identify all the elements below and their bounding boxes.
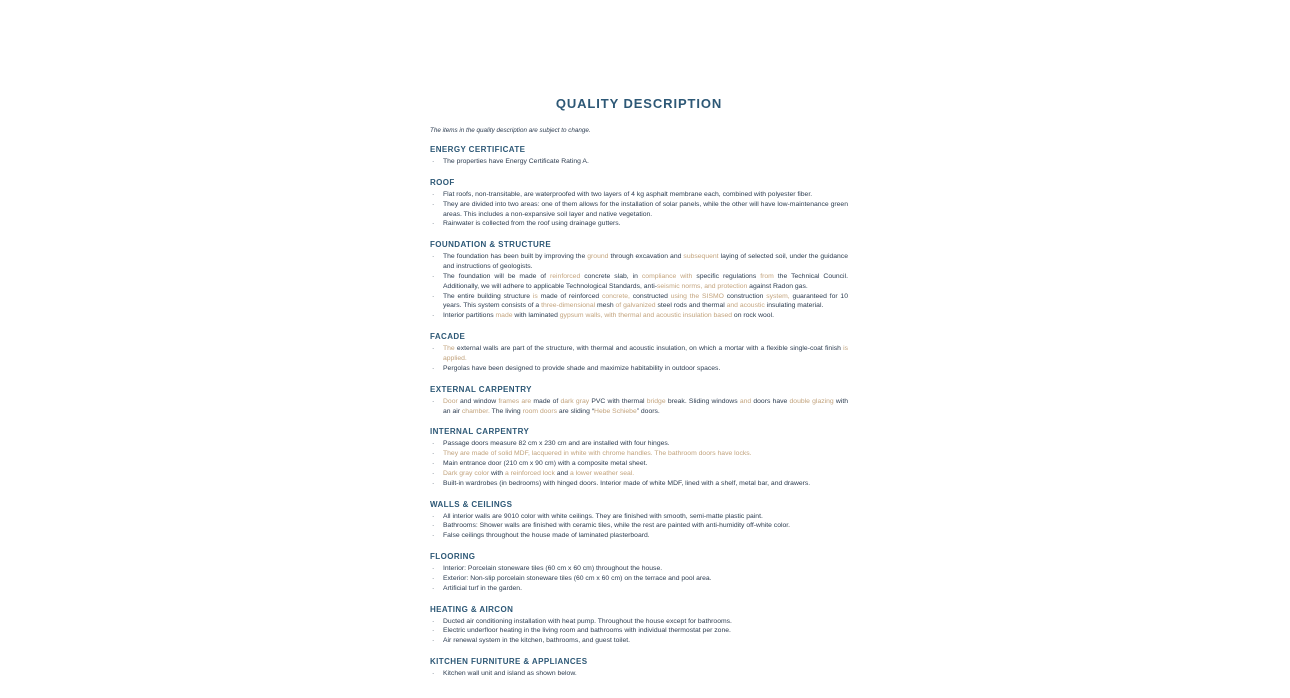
bullet-text: construction — [723, 292, 767, 300]
bullet-text: False ceilings throughout the house made of laminated plasterboard. — [443, 532, 650, 540]
changed-text: using the SISMO — [670, 292, 724, 300]
section — [430, 657, 848, 679]
bullet-item — [430, 626, 848, 636]
bullet-item — [430, 219, 848, 229]
bullet-text: Interior partitions — [443, 312, 496, 320]
changed-text: from — [760, 272, 774, 280]
section-heading: ROOF — [430, 177, 455, 187]
bullet-list — [430, 617, 848, 647]
changed-text: Hebe Schiebe — [594, 407, 637, 415]
changed-text: ground — [587, 253, 609, 261]
section-heading: EXTERNAL CARPENTRY — [430, 384, 532, 394]
sections-container — [430, 145, 848, 679]
bullet-item — [430, 439, 848, 449]
changed-text: The — [443, 345, 455, 353]
bullet-text: PVC with thermal — [589, 397, 647, 405]
section — [430, 500, 848, 542]
bullet-text: made of reinforced — [537, 292, 602, 300]
bullet-text: the Technical Council. Additionally, we will adhere to applicable Technological Standards, anti- — [443, 272, 848, 290]
bullet-text: with — [489, 469, 505, 477]
bullet-item — [430, 521, 848, 531]
bullet-list — [430, 669, 848, 679]
changed-text: three-dimensional — [541, 302, 596, 310]
bullet-text: Built-in wardrobes (in bedrooms) with hinged doors. Interior made of white MDF, lined with a shelf, metal bar, and drawers. — [443, 479, 811, 487]
bullet-text: Air renewal system in the kitchen, bathrooms, and guest toilet. — [443, 637, 631, 645]
bullet-item — [430, 574, 848, 584]
bullet-item — [430, 272, 848, 292]
changed-text: compliance with — [641, 272, 693, 280]
bullet-text: The living — [489, 407, 523, 415]
section-heading: KITCHEN FURNITURE & APPLIANCES — [430, 657, 588, 667]
bullet-text: All interior walls are 9010 color with white ceilings. They are finished with smooth, semi-matte plastic paint. — [443, 512, 763, 520]
bullet-text: The properties have Energy Certificate Rating A. — [443, 158, 589, 165]
bullet-item — [430, 364, 848, 374]
section — [430, 605, 848, 647]
bullet-text: Kitchen wall unit and island as shown below. — [443, 670, 577, 678]
section-heading: WALLS & CEILINGS — [430, 499, 513, 509]
bullet-list — [430, 512, 848, 542]
bullet-item — [430, 636, 848, 646]
changed-text: and acoustic — [726, 302, 765, 310]
bullet-item — [430, 190, 848, 200]
bullet-item — [430, 512, 848, 522]
bullet-text: Main entrance door (210 cm x 90 cm) with a composite metal sheet. — [443, 460, 648, 468]
bullet-list — [430, 439, 848, 488]
section — [430, 240, 848, 321]
bullet-text: concrete slab, in — [580, 272, 642, 280]
bullet-item — [430, 344, 848, 364]
bullet-item — [430, 669, 848, 679]
bullet-text: with an air — [443, 397, 848, 415]
bullet-text: ” doors. — [636, 407, 660, 415]
bullet-list — [430, 397, 848, 417]
bullet-text: The entire building structure — [443, 292, 533, 300]
bullet-text: made of — [531, 397, 561, 405]
bullet-text: and window — [457, 397, 499, 405]
bullet-text: Passage doors measure 82 cm x 230 cm and are installed with four hinges. — [443, 440, 670, 448]
document-title: QUALITY DESCRIPTION — [555, 96, 723, 111]
bullet-text: Artificial turf in the garden. — [443, 584, 522, 592]
bullet-item — [430, 397, 848, 417]
section — [430, 427, 848, 488]
changed-text: seismic norms, and protection — [656, 282, 748, 290]
changed-text: a reinforced lock — [504, 469, 555, 477]
changed-text: is — [532, 292, 538, 300]
bullet-list — [430, 252, 848, 321]
bullet-text: Rainwater is collected from the roof using drainage gutters. — [443, 220, 621, 228]
changed-text: room doors — [522, 407, 557, 415]
bullet-item — [430, 617, 848, 627]
bullet-text: laying of selected soil, under the guidance and instructions of geologists. — [443, 253, 848, 271]
section — [430, 552, 848, 594]
bullet-text: Interior: Porcelain stoneware tiles (60 cm x 60 cm) throughout the house. — [443, 565, 663, 573]
bullet-list — [430, 157, 848, 167]
changed-text: a lower weather seal. — [569, 469, 635, 477]
bullet-list — [430, 564, 848, 594]
bullet-item — [430, 157, 848, 167]
bullet-text: on rock wool. — [732, 312, 774, 320]
section-heading: ENERGY CERTIFICATE — [430, 145, 526, 154]
bullet-text: through excavation and — [608, 253, 684, 261]
bullet-item — [430, 449, 848, 459]
changed-text: system, — [766, 292, 790, 300]
bullet-text: steel rods and thermal — [655, 302, 727, 310]
changed-text: dark gray — [560, 397, 590, 405]
bullet-text: The foundation will be made of — [443, 272, 551, 280]
changed-text: Door — [443, 397, 458, 405]
section — [430, 332, 848, 374]
bullet-item — [430, 584, 848, 594]
bullet-item — [430, 564, 848, 574]
bullet-text: Pergolas have been designed to provide shade and maximize habitability in outdoor spaces. — [443, 364, 721, 372]
changed-text: gypsum walls, with thermal and acoustic insulation based — [559, 312, 733, 320]
bullet-text: They are divided into two areas: one of them allows for the installation of solar panels, while the other will have low-maintenance green areas. This includes a non-expansive soil layer and native vegetation. — [443, 200, 848, 218]
subject-to-change-note: The items in the quality description are subject to change. — [430, 127, 591, 134]
changed-text: of galvanized — [615, 302, 656, 310]
bullet-text: break. Sliding windows — [665, 397, 740, 405]
changed-text: subsequent — [683, 253, 719, 261]
bullet-text: Exterior: Non-slip porcelain stoneware tiles (60 cm x 60 cm) on the terrace and pool area. — [443, 574, 712, 582]
changed-text: Dark gray color — [443, 469, 490, 477]
bullet-text: external walls are part of the structure, with thermal and acoustic insulation, on which a mortar with a flexible single-coat finish — [454, 345, 844, 353]
bullet-item — [430, 292, 848, 312]
changed-text: concrete, — [601, 292, 630, 300]
changed-text: is applied. — [443, 345, 848, 362]
bullet-text: specific regulations — [692, 272, 761, 280]
bullet-item — [430, 469, 848, 479]
bullet-text: are sliding “ — [557, 407, 595, 415]
bullet-list — [430, 190, 848, 229]
bullet-text: against Radon gas. — [747, 282, 808, 290]
bullet-text: guaranteed for 10 years. This system consists of a — [443, 292, 848, 310]
bullet-text: doors have — [751, 397, 790, 405]
bullet-text: Ducted air conditioning installation with heat pump. Throughout the house except for bathrooms. — [443, 617, 732, 625]
bullet-item — [430, 459, 848, 469]
bullet-list — [430, 344, 848, 374]
bullet-item — [430, 311, 848, 321]
section — [430, 385, 848, 417]
section — [430, 145, 848, 167]
bullet-text: Flat roofs, non-transitable, are waterproofed with two layers of 4 kg asphalt membrane each, combined with polyester fiber. — [443, 190, 813, 198]
bullet-text: Bathrooms: Shower walls are finished with ceramic tiles, while the rest are painted with anti-humidity off-white color. — [443, 522, 791, 530]
section — [430, 178, 848, 229]
changed-text: reinforced — [550, 272, 581, 280]
bullet-text: insulating material. — [764, 302, 824, 310]
section-heading: FOUNDATION & STRUCTURE — [430, 240, 552, 250]
section-heading: FACADE — [430, 332, 466, 342]
changed-text: chamber. — [461, 407, 490, 415]
bullet-item — [430, 531, 848, 541]
bullet-text: and — [554, 469, 570, 477]
changed-text: made — [495, 312, 513, 320]
section-heading: HEATING & AIRCON — [430, 604, 514, 614]
bullet-text: Electric underfloor heating in the living room and bathrooms with individual thermostat per zone. — [443, 627, 731, 635]
bullet-text: mesh — [595, 302, 616, 310]
bullet-item — [430, 479, 848, 489]
changed-text: They are made of solid MDF, lacquered in white with chrome handles. The bathroom doors have locks. — [443, 450, 752, 458]
bullet-item — [430, 252, 848, 272]
changed-text: double glazing — [789, 397, 834, 405]
document-page — [430, 96, 848, 679]
bullet-text: constructed — [629, 292, 671, 300]
bullet-text: with laminated — [512, 312, 560, 320]
bullet-item — [430, 200, 848, 220]
changed-text: bridge — [646, 397, 666, 405]
changed-text: and — [739, 397, 752, 405]
changed-text: frames are — [498, 397, 532, 405]
section-heading: FLOORING — [430, 552, 476, 562]
section-heading: INTERNAL CARPENTRY — [430, 427, 530, 437]
bullet-text: The foundation has been built by improving the — [443, 253, 588, 261]
